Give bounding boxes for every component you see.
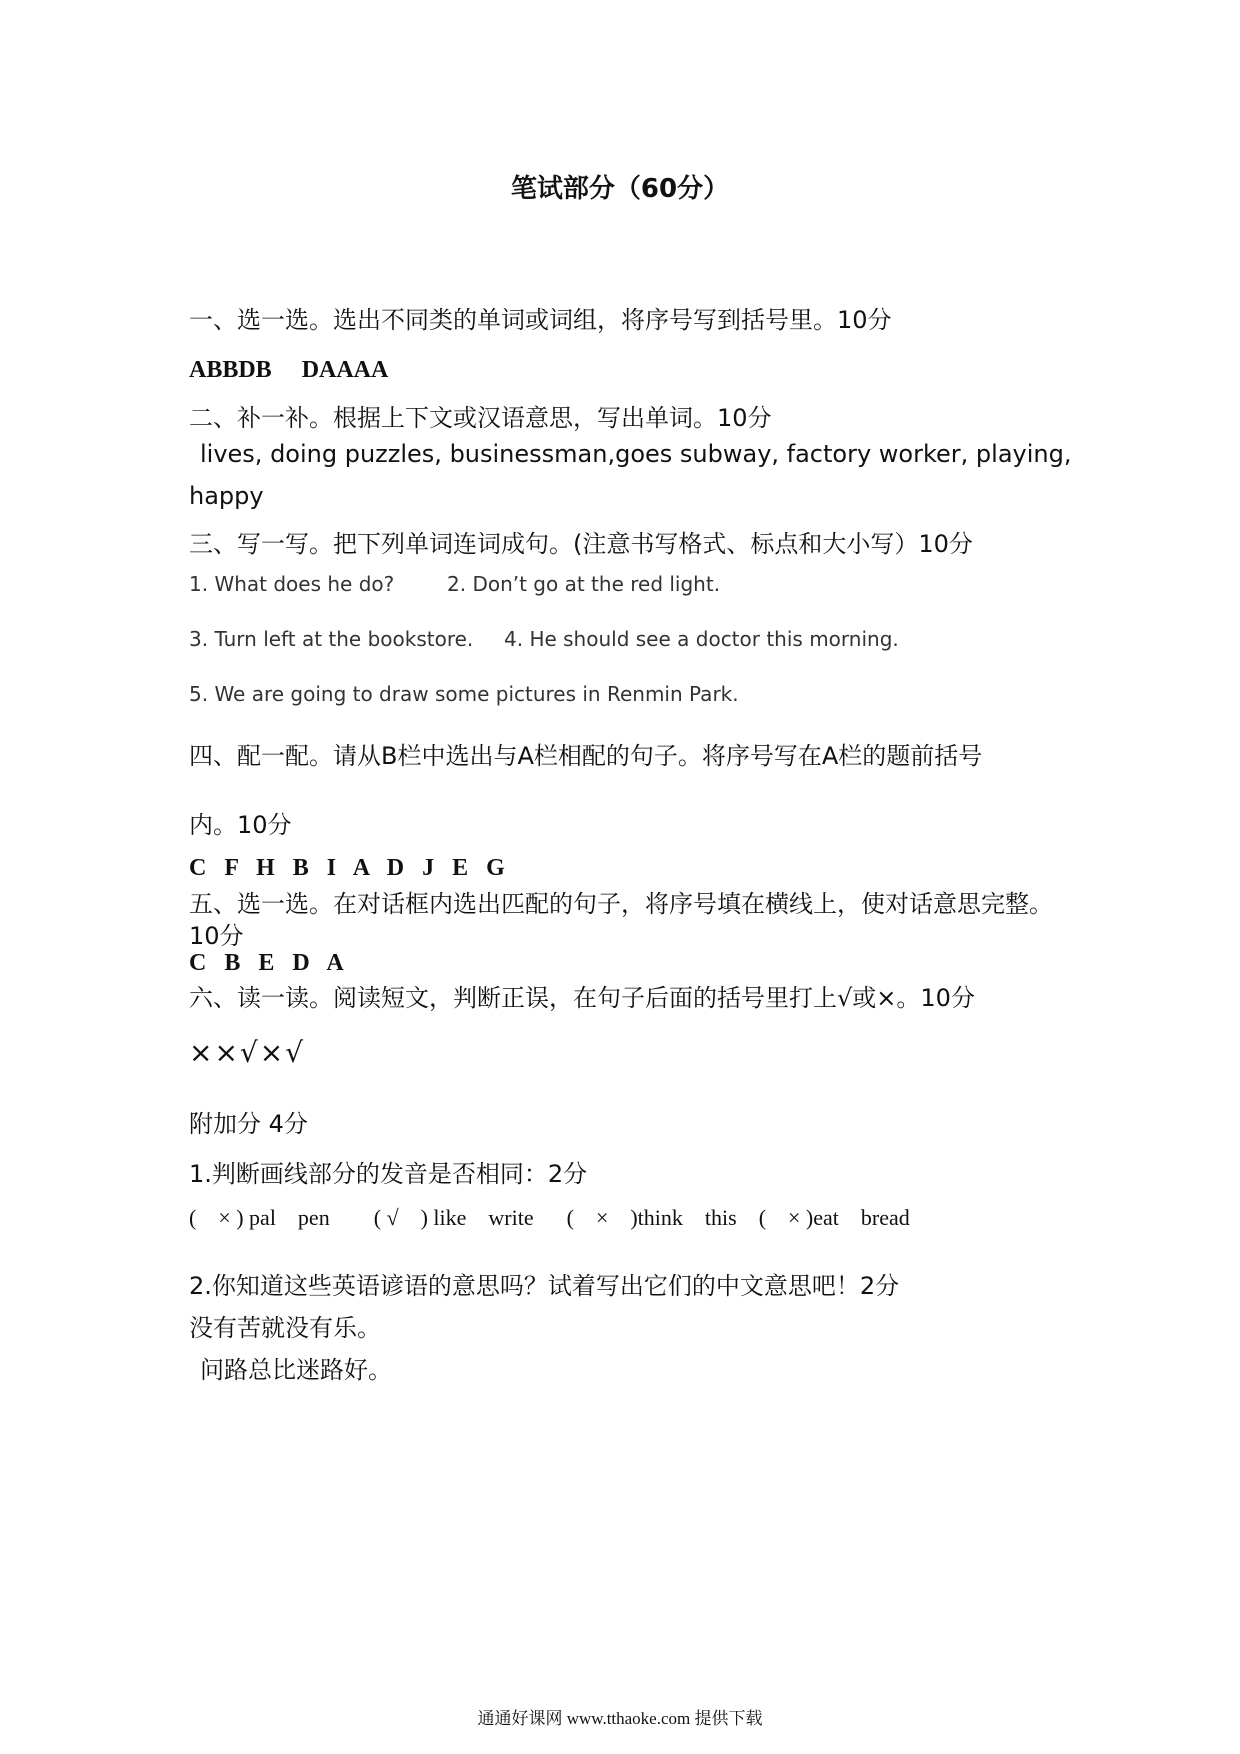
section-6-heading: 六、读一读。阅读短文，判断正误，在句子后面的括号里打上√或×。10分 bbox=[189, 984, 975, 1012]
footer: 通通好课网 www.tthaoke.com 提供下载 bbox=[477, 1709, 763, 1728]
section-2-answers-line2: happy bbox=[189, 482, 264, 510]
page-title: 笔试部分（60分） bbox=[510, 174, 730, 204]
section-1-answers: ABBDB DAAAA bbox=[189, 357, 389, 383]
bonus-q1-heading: 1.判断画线部分的发音是否相同：2分 bbox=[189, 1160, 588, 1188]
section-5-answers: C B E D A bbox=[189, 950, 344, 976]
section-3-answer-5: 5. We are going to draw some pictures in Renmin Park. bbox=[189, 682, 739, 706]
section-3-heading: 三、写一写。把下列单词连词成句。(注意书写格式、标点和大小写）10分 bbox=[189, 530, 973, 558]
bonus-q2-answer-2: 问路总比迷路好。 bbox=[200, 1356, 392, 1384]
section-3-answer-1: 1. What does he do? bbox=[189, 572, 395, 596]
bonus-q2-heading: 2.你知道这些英语谚语的意思吗？试着写出它们的中文意思吧！2分 bbox=[189, 1272, 900, 1300]
section-5-heading-line2: 10分 bbox=[189, 922, 244, 950]
section-4-answers: C F H B I A D J E G bbox=[189, 855, 505, 881]
section-5-heading-line1: 五、选一选。在对话框内选出匹配的句子，将序号填在横线上，使对话意思完整。 bbox=[189, 890, 1053, 918]
bonus-heading: 附加分 4分 bbox=[189, 1110, 308, 1138]
section-4-heading-line1: 四、配一配。请从B栏中选出与A栏相配的句子。将序号写在A栏的题前括号 bbox=[189, 742, 983, 770]
bonus-q1-answers: ( × ) pal pen ( √ ) like write ( × )think this ( × )eat bread bbox=[189, 1205, 910, 1230]
bonus-q2-answer-1: 没有苦就没有乐。 bbox=[189, 1314, 381, 1342]
section-3-answer-2: 2. Don’t go at the red light. bbox=[447, 572, 721, 596]
section-4-heading-line2: 内。10分 bbox=[189, 811, 292, 839]
section-2-answers-line1: lives, doing puzzles, businessman,goes subway, factory worker, playing, bbox=[200, 440, 1072, 468]
section-1-heading: 一、选一选。选出不同类的单词或词组，将序号写到括号里。10分 bbox=[189, 306, 892, 334]
section-3-answer-4: 4. He should see a doctor this morning. bbox=[504, 627, 899, 651]
section-3-answer-3: 3. Turn left at the bookstore. bbox=[189, 627, 474, 651]
section-6-answers: ××√×√ bbox=[189, 1036, 306, 1069]
section-2-heading: 二、补一补。根据上下文或汉语意思，写出单词。10分 bbox=[189, 404, 772, 432]
